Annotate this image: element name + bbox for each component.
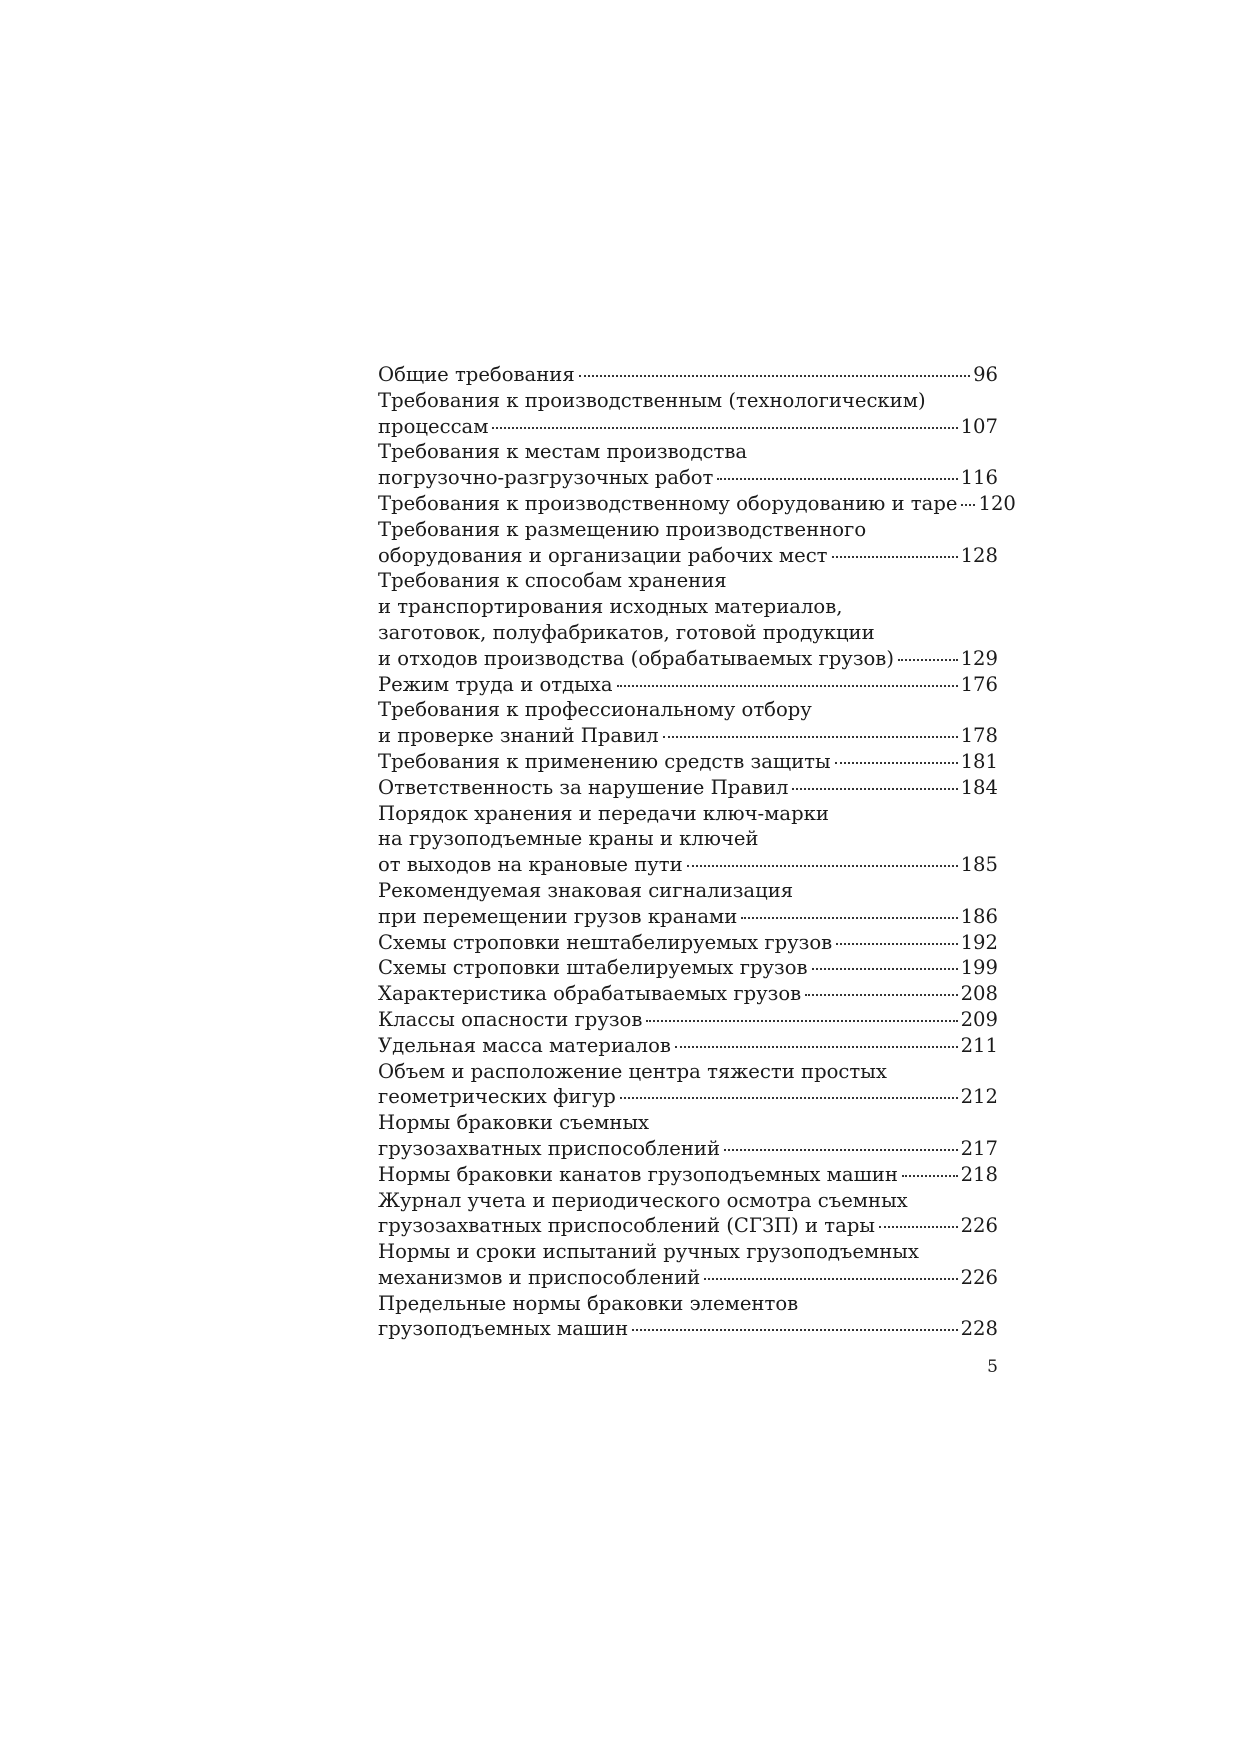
toc-entry-title-line: и транспортирования исходных материалов, xyxy=(378,595,843,619)
toc-page-number: 217 xyxy=(960,1136,998,1160)
toc-entry-title-line: Рекомендуемая знаковая сигнализация xyxy=(378,878,794,902)
toc-entry-title-line: Нормы и сроки испытаний ручных грузоподъемных xyxy=(378,1240,919,1264)
toc-entry xyxy=(378,1291,998,1343)
dot-leader xyxy=(617,685,958,687)
toc-entry-title-line: Требования к производственным (технологическим) xyxy=(378,388,926,412)
toc-entry xyxy=(378,491,1016,517)
toc-entry-title-line: погрузочно-разгрузочных работ xyxy=(378,466,714,490)
toc-entry-title-line: Требования к размещению производственного xyxy=(378,517,867,541)
toc-page-number: 176 xyxy=(960,672,998,696)
toc-entry-final-line xyxy=(378,930,998,956)
toc-entry-title-line: геометрических фигур xyxy=(378,1085,616,1109)
dot-leader xyxy=(836,943,957,945)
toc-entry-title-line: механизмов и приспособлений xyxy=(378,1265,701,1289)
toc-entry xyxy=(378,672,998,698)
dot-leader xyxy=(717,478,957,480)
toc-entry-title-line: на грузоподъемные краны и ключей xyxy=(378,827,759,851)
toc-entry xyxy=(378,362,998,388)
toc-entry xyxy=(378,1162,998,1188)
toc-page-number: 226 xyxy=(960,1214,998,1238)
toc-page-number: 128 xyxy=(960,543,998,567)
dot-leader xyxy=(632,1329,957,1331)
toc-entry-final-line xyxy=(378,1084,998,1110)
toc-page-number: 181 xyxy=(960,749,998,773)
toc-page-number: 212 xyxy=(960,1085,998,1109)
toc-entry xyxy=(378,981,998,1007)
dot-leader xyxy=(724,1149,958,1151)
toc-entry xyxy=(378,388,998,440)
toc-entry-title-line: Характеристика обрабатываемых грузов xyxy=(378,982,802,1006)
toc-entry-title-line: оборудования и организации рабочих мест xyxy=(378,543,828,567)
dot-leader xyxy=(812,968,958,970)
table-of-contents xyxy=(378,362,1016,1342)
dot-leader xyxy=(620,1097,958,1099)
toc-entry-title-line: Требования к применению средств защиты xyxy=(378,749,831,773)
toc-entry-final-line xyxy=(378,1136,998,1162)
toc-entry xyxy=(378,1110,998,1162)
toc-page-number: 120 xyxy=(978,491,1016,515)
toc-page-number: 185 xyxy=(960,853,998,877)
toc-entry xyxy=(378,775,998,801)
toc-page-number: 209 xyxy=(960,1007,998,1031)
toc-entry xyxy=(378,801,998,878)
toc-entry-title-line: при перемещении грузов кранами xyxy=(378,904,738,928)
toc-entry-title-line: грузозахватных приспособлений xyxy=(378,1136,721,1160)
toc-entry-title-line: Требования к производственному оборудованию и таре xyxy=(378,491,958,515)
toc-entry-title-line: Схемы строповки нештабелируемых грузов xyxy=(378,930,833,954)
toc-entry-final-line xyxy=(378,955,998,981)
toc-entry xyxy=(378,1239,998,1291)
toc-entry-title-line: и проверке знаний Правил xyxy=(378,724,659,748)
dot-leader xyxy=(898,659,958,661)
toc-entry xyxy=(378,878,998,930)
toc-entry-final-line xyxy=(378,543,998,569)
toc-entry-final-line xyxy=(378,749,998,775)
dot-leader xyxy=(663,736,958,738)
toc-entry-final-line xyxy=(378,491,1016,517)
toc-entry-final-line xyxy=(378,1007,998,1033)
toc-entry-title-line: Объем и расположение центра тяжести простых xyxy=(378,1059,887,1083)
toc-entry-title-line: грузоподъемных машин xyxy=(378,1317,629,1341)
toc-entry-title-line: Требования к профессиональному отбору xyxy=(378,698,812,722)
toc-entry-final-line xyxy=(378,1033,998,1059)
toc-entry-final-line xyxy=(378,852,998,878)
toc-entry xyxy=(378,439,998,491)
toc-page-number: 107 xyxy=(960,414,998,438)
dot-leader xyxy=(687,865,958,867)
toc-entry xyxy=(378,1007,998,1033)
toc-entry-title-line: Схемы строповки штабелируемых грузов xyxy=(378,956,808,980)
toc-page-number: 96 xyxy=(973,363,998,386)
dot-leader xyxy=(902,1175,958,1177)
toc-entry-final-line xyxy=(378,904,998,930)
toc-entry xyxy=(378,955,998,981)
toc-page-number: 178 xyxy=(960,724,998,748)
toc-entry xyxy=(378,697,998,749)
toc-entry-final-line xyxy=(378,1265,998,1291)
toc-entry-title-line: Журнал учета и периодического осмотра съемных xyxy=(378,1188,908,1212)
toc-entry-title-line: Классы опасности грузов xyxy=(378,1007,643,1031)
toc-entry-final-line xyxy=(378,775,998,801)
toc-entry-title-line: Требования к способам хранения xyxy=(378,569,727,593)
toc-page-number: 226 xyxy=(960,1265,998,1289)
toc-entry xyxy=(378,1188,998,1240)
toc-entry-title-line: Общие требования xyxy=(378,363,575,386)
dot-leader xyxy=(675,1046,958,1048)
dot-leader xyxy=(961,504,975,506)
dot-leader xyxy=(879,1226,958,1228)
toc-entry xyxy=(378,930,998,956)
toc-entry-title-line: от выходов на крановые пути xyxy=(378,853,683,877)
toc-entry-final-line xyxy=(378,414,998,440)
dot-leader xyxy=(741,917,957,919)
dot-leader xyxy=(832,556,958,558)
toc-entry-final-line xyxy=(378,981,998,1007)
toc-entry-final-line xyxy=(378,1316,998,1342)
toc-page-number: 211 xyxy=(960,1033,998,1057)
dot-leader xyxy=(792,788,957,790)
dot-leader xyxy=(805,994,957,996)
dot-leader xyxy=(579,375,970,377)
toc-entry-final-line xyxy=(378,646,998,672)
toc-entry xyxy=(378,749,998,775)
toc-page-number: 129 xyxy=(960,646,998,670)
toc-entry-title-line: Ответственность за нарушение Правил xyxy=(378,775,789,799)
toc-page-number: 192 xyxy=(960,930,998,954)
toc-page-number: 184 xyxy=(960,775,998,799)
toc-entry xyxy=(378,1059,998,1111)
toc-entry xyxy=(378,568,998,671)
toc-entry-title-line: Удельная масса материалов xyxy=(378,1033,671,1057)
toc-entry-title-line: процессам xyxy=(378,414,489,438)
toc-page-number: 218 xyxy=(960,1162,998,1186)
dot-leader xyxy=(835,762,958,764)
toc-entry-final-line xyxy=(378,362,998,388)
dot-leader xyxy=(704,1278,957,1280)
toc-entry-final-line xyxy=(378,1213,998,1239)
toc-entry-title-line: Порядок хранения и передачи ключ-марки xyxy=(378,801,829,825)
toc-entry-title-line: Нормы браковки канатов грузоподъемных машин xyxy=(378,1162,898,1186)
toc-entry-title-line: Предельные нормы браковки элементов xyxy=(378,1291,799,1315)
toc-page-number: 199 xyxy=(960,956,998,980)
toc-entry-final-line xyxy=(378,723,998,749)
toc-page-number: 208 xyxy=(960,982,998,1006)
toc-page-number: 186 xyxy=(960,904,998,928)
toc-entry-title-line: заготовок, полуфабрикатов, готовой продукции xyxy=(378,620,875,644)
toc-page-number: 228 xyxy=(960,1317,998,1341)
toc-entry xyxy=(378,1033,998,1059)
toc-entry-final-line xyxy=(378,1162,998,1188)
dot-leader xyxy=(492,427,957,429)
toc-entry-title-line: Режим труда и отдыха xyxy=(378,672,613,696)
toc-entry-title-line: Требования к местам производства xyxy=(378,440,748,464)
page-number: 5 xyxy=(987,1357,998,1377)
toc-entry xyxy=(378,517,998,569)
toc-entry-final-line xyxy=(378,465,998,491)
toc-entry-final-line xyxy=(378,672,998,698)
toc-page-number: 116 xyxy=(960,466,998,490)
toc-entry-title-line: и отходов производства (обрабатываемых грузов) xyxy=(378,646,894,670)
toc-entry-title-line: грузозахватных приспособлений (СГЗП) и тары xyxy=(378,1214,875,1238)
toc-entry-title-line: Нормы браковки съемных xyxy=(378,1111,650,1135)
dot-leader xyxy=(646,1020,957,1022)
